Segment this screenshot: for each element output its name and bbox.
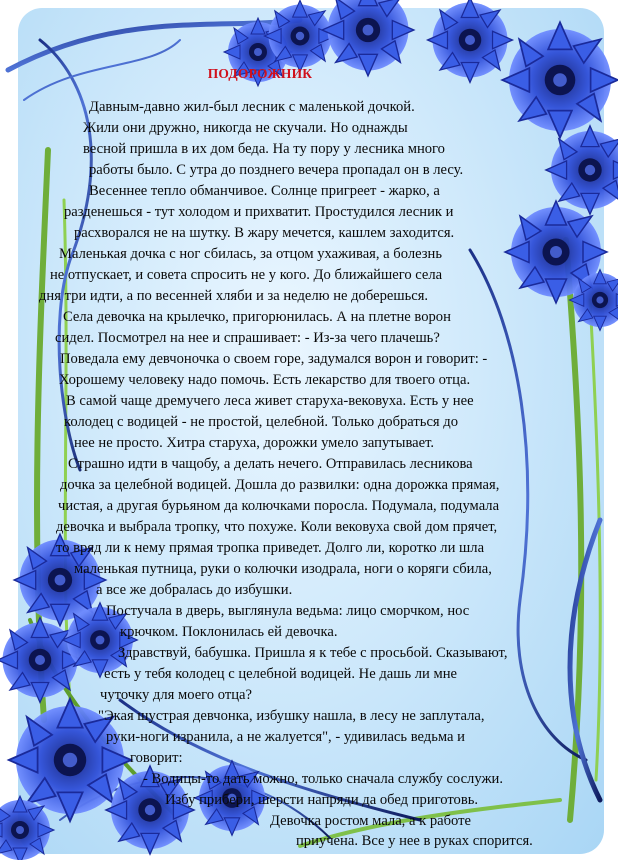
story-line: колодец с водицей - не простой, целебной. Только добраться до — [64, 414, 459, 430]
story-line: приучена. Все у нее в руках спорится. — [296, 833, 533, 849]
story-line: девочка и выбрала тропку, что похуже. Коли вековуха свой дом прячет, — [56, 519, 498, 535]
story-line: есть у тебя колодец с целебной водицей. Не дашь ли мне — [104, 666, 458, 682]
story-line: не отпускает, и совета спросить не у кого. До ближайшего села — [50, 267, 443, 283]
story-line: расхворался не на шутку. В жару мечется, кашлем заходится. — [74, 225, 455, 241]
story-line: Маленькая дочка с ног сбилась, за отцом ухаживая, а болезнь — [59, 246, 443, 262]
story-line: крючком. Поклонилась ей девочка. — [120, 624, 338, 640]
story-line: говорит: — [130, 750, 183, 766]
story-line: а все же добралась до избушки. — [96, 582, 293, 598]
story-line: весной пришла в их дом беда. На ту пору у лесника много — [83, 141, 445, 157]
story-line: нее не просто. Хитра старуха, дорожки умело запутывает. — [74, 435, 435, 451]
story-line: то вряд ли к нему прямая тропка приведет. Долго ли, коротко ли шла — [56, 540, 485, 556]
story-line: - Водицы-то дать можно, только сначала службу сослужи. — [143, 771, 503, 787]
story-line: Страшно идти в чащобу, а делать нечего. Отправилась лесникова — [68, 456, 473, 472]
story-line: сидел. Посмотрел на нее и спрашивает: - Из-за чего плачешь? — [55, 330, 440, 346]
story-line: Поведала ему девчоночка о своем горе, задумался ворон и говорит: - — [60, 351, 488, 367]
story-line: Села девочка на крылечко, пригорюнилась. А на плетне ворон — [63, 309, 451, 325]
story-line: Здравствуй, бабушка. Пришла я к тебе с просьбой. Сказывают, — [118, 645, 508, 661]
story-line: чуточку для моего отца? — [100, 687, 252, 703]
story-line: руки-ноги изранила, а не жалуется", - удивилась ведьма и — [106, 729, 465, 745]
story-line: "Экая шустрая девчонка, избушку нашла, в лесу не заплутала, — [98, 708, 485, 724]
story-line: Девочка ростом мала, а к работе — [270, 813, 471, 829]
story-line: В самой чаще дремучего леса живет старуха-вековуха. Есть у нее — [66, 393, 474, 409]
story-line: Весеннее тепло обманчивое. Солнце пригреет - жарко, а — [89, 183, 440, 199]
story-line: дня три идти, а по весенней хляби и за неделю не доберешься. — [39, 288, 429, 304]
story-line: Избу прибери, шерсти напряди да обед приготовь. — [165, 792, 479, 808]
story-line: разденешься - тут холодом и прихватит. Простудился лесник и — [64, 204, 454, 220]
story-line: маленькая путница, руки о колючки изодрала, ноги о коряги сбила, — [74, 561, 492, 577]
story-line: чистая, а другая бурьяном да колючками поросла. Подумала, подумала — [58, 498, 500, 514]
story-line: Хорошему человеку надо помочь. Есть лекарство для твоего отца. — [59, 372, 471, 388]
story-title: ПОДОРОЖНИК — [207, 66, 313, 81]
story-line: Давным-давно жил-был лесник с маленькой дочкой. — [89, 99, 415, 115]
story-line: работы было. С утра до позднего вечера пропадал он в лесу. — [89, 162, 464, 178]
story-line: дочка за целебной водицей. Дошла до развилки: одна дорожка прямая, — [60, 477, 500, 493]
story-line: Постучала в дверь, выглянула ведьма: лицо сморчком, нос — [106, 603, 470, 619]
story-line: Жили они дружно, никогда не скучали. Но однажды — [83, 120, 408, 136]
